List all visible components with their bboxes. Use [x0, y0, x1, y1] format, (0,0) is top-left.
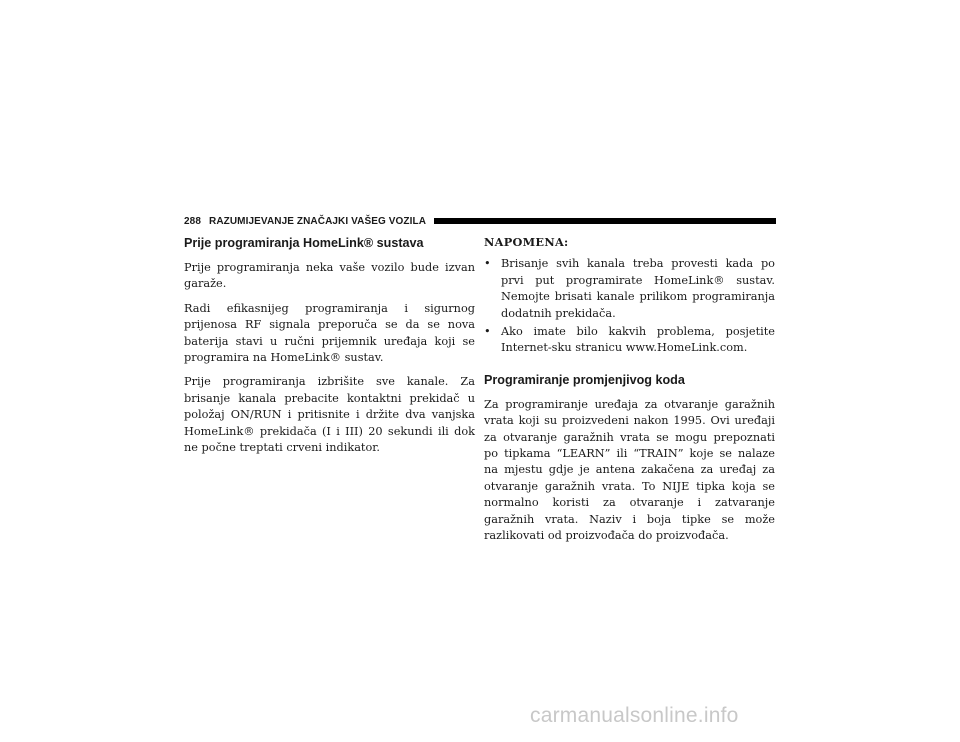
paragraph: Prije programiranja neka vaše vozilo bude izvan garaže.	[184, 261, 475, 291]
list-item-text: Ako imate bilo kakvih problema, posjetite Internet-sku stranicu www.HomeLink.com.	[501, 325, 775, 355]
paragraph: Za programiranje uređaja za otvaranje garažnih vrata koji su proizvedeni nakon 1995. Ovi uređaji za otvaranje garažnih vrata se mogu prepoznati po tipkama “LEARN” ili “TRAIN” koje se nalaze na mjestu gdje je antena zakačena za uređaj za otvaranje garažnih vrata. To NIJE tipka koja se normalno koristi za otvaranje i zatvaranje garažnih vrata. Naziv i boja tipke se može razlikovati od proizvođača do proizvođača.	[484, 397, 775, 543]
section-title: RAZUMIJEVANJE ZNAČAJKI VAŠEG VOZILA	[209, 215, 427, 227]
left-column	[184, 234, 475, 464]
watermark-text: carmanualsonline.info	[530, 704, 739, 727]
header-rule	[434, 218, 776, 224]
heading-before-programming: Prije programiranja HomeLink® sustava	[184, 236, 424, 250]
heading-rolling-code: Programiranje promjenjivog koda	[484, 372, 685, 387]
bullet-icon: •	[484, 325, 491, 339]
list-item-text: Brisanje svih kanala treba provesti kada po prvi put programirate HomeLink® sustav. Nemojte brisati kanale prilikom programiranja dodatnih prekidača.	[501, 257, 775, 320]
bullet-icon: •	[484, 257, 491, 271]
page-header	[184, 214, 776, 228]
page-number: 288	[184, 215, 201, 227]
right-column	[484, 234, 775, 553]
paragraph: Radi efikasnijeg programiranja i sigurnog prijenosa RF signala preporuča se da se nova baterija stavi u ručni prijemnik uređaja koji se programira na HomeLink® sustav.	[184, 301, 475, 365]
list-item	[484, 324, 775, 357]
paragraph: Prije programiranja izbrišite sve kanale. Za brisanje kanala prebacite kontaktni prekidač u položaj ON/RUN i pritisnite i držite dva vanjska HomeLink® prekidača (I i III) 20 sekundi ili dok ne počne treptati crveni indikator.	[184, 375, 475, 455]
list-item	[484, 256, 775, 322]
note-title: NAPOMENA:	[484, 235, 569, 249]
note-list	[484, 256, 775, 356]
